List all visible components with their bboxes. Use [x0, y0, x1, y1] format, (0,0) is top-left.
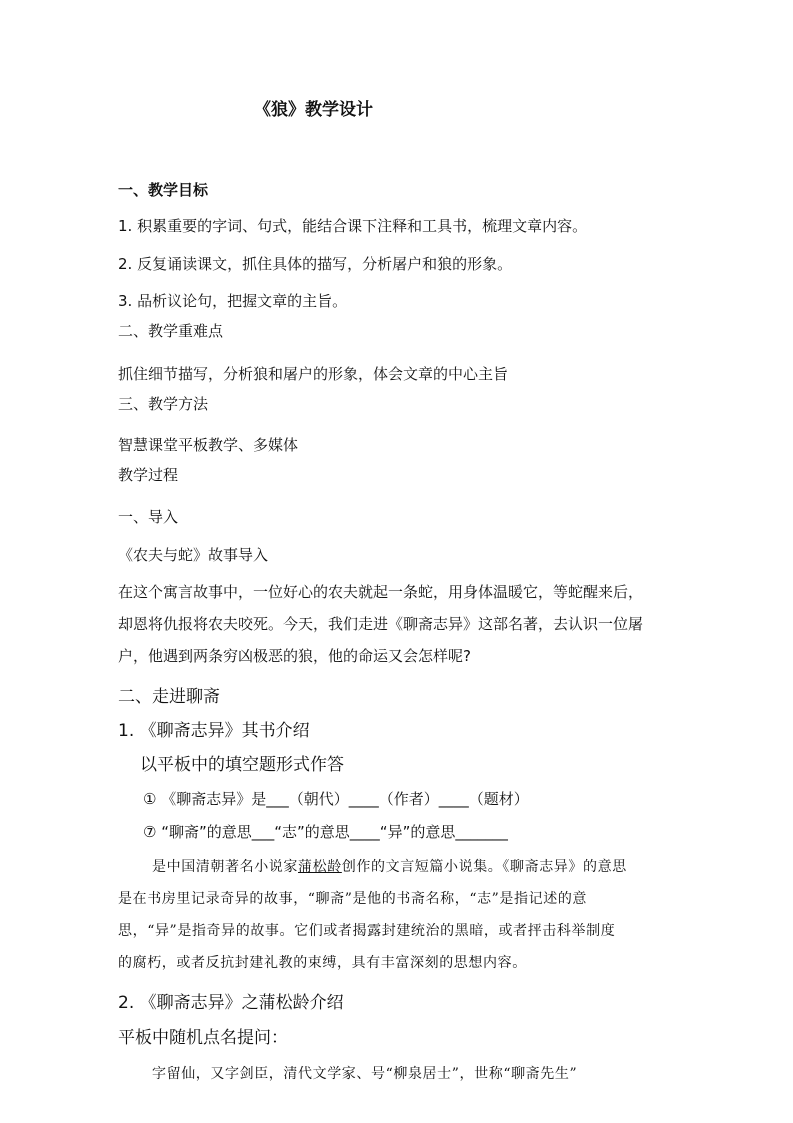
process-step-1-heading: 一、导入 [118, 508, 179, 526]
author-name-link: 蒲松龄 [298, 859, 342, 875]
book-intro-line-2: 是在书房里记录奇异的故事，“聊斋”是他的书斋名称，“志”是指记述的意 [118, 891, 588, 907]
section-heading-key-points: 二、教学重难点 [118, 322, 224, 340]
goal-1: 1. 积累重要的字词、句式，能结合课下注释和工具书，梳理文章内容。 [118, 217, 588, 235]
step-2-item-2: 2. 《聊斋志异》之蒲松龄介绍 [118, 993, 344, 1013]
section-heading-teaching-goals: 一、教学目标 [118, 181, 209, 199]
author-bio-line-1: 字留仙，又字剑臣，清代文学家、号“柳泉居士”，世称“聊斋先生” [152, 1066, 578, 1082]
goal-3: 3. 品析议论句，把握文章的主旨。 [118, 292, 348, 310]
book-intro-line-1-b: 创作的文言短篇小说集。《聊斋志异》的意思 [341, 859, 627, 875]
fill-blank-question-2: ⑦ “聊斋”的意思___“志”的意思____“异”的意思_______ [143, 823, 508, 841]
process-step-2-heading: 二、走进聊斋 [118, 687, 220, 707]
book-intro-line-1-a: 是中国清朝著名小说家 [152, 859, 298, 875]
book-intro-line-3: 思，“异”是指奇异的故事。它们或者揭露封建统治的黑暗，或者抨击科举制度 [118, 923, 616, 939]
book-intro-line-1 [152, 857, 627, 877]
fill-blank-question-1: ① 《聊斋志异》是___（朝代）____（作者）____（题材） [143, 790, 529, 808]
goal-2: 2. 反复诵读课文，抓住具体的描写，分析屠户和狼的形象。 [118, 255, 513, 273]
book-intro-line-4: 的腐朽，或者反抗封建礼教的束缚，具有丰富深刻的思想内容。 [118, 955, 527, 971]
step-2-item-1: 1. 《聊斋志异》其书介绍 [118, 721, 310, 741]
page-title: 《狼》教学设计 [254, 100, 373, 120]
key-points-text: 抓住细节描写，分析狼和屠户的形象，体会文章的中心主旨 [118, 365, 509, 383]
step-2-item-2-subtitle: 平板中随机点名提问： [118, 1028, 288, 1048]
step-2-item-1-subtitle: 以平板中的填空题形式作答 [140, 755, 344, 775]
intro-paragraph-line-2: 却恩将仇报将农夫咬死。今天，我们走进《聊斋志异》这部名著，去认识一位屠 [118, 615, 644, 633]
process-step-1-subtitle: 《农夫与蛇》故事导入 [118, 546, 269, 564]
intro-paragraph-line-3: 户，他遇到两条穷凶极恶的狼，他的命运又会怎样呢? [118, 647, 471, 665]
methods-text: 智慧课堂平板教学、多媒体 [118, 436, 299, 454]
process-heading: 教学过程 [118, 466, 179, 484]
section-heading-methods: 三、教学方法 [118, 395, 209, 413]
intro-paragraph-line-1: 在这个寓言故事中，一位好心的农夫就起一条蛇，用身体温暖它，等蛇醒来后， [118, 583, 644, 601]
